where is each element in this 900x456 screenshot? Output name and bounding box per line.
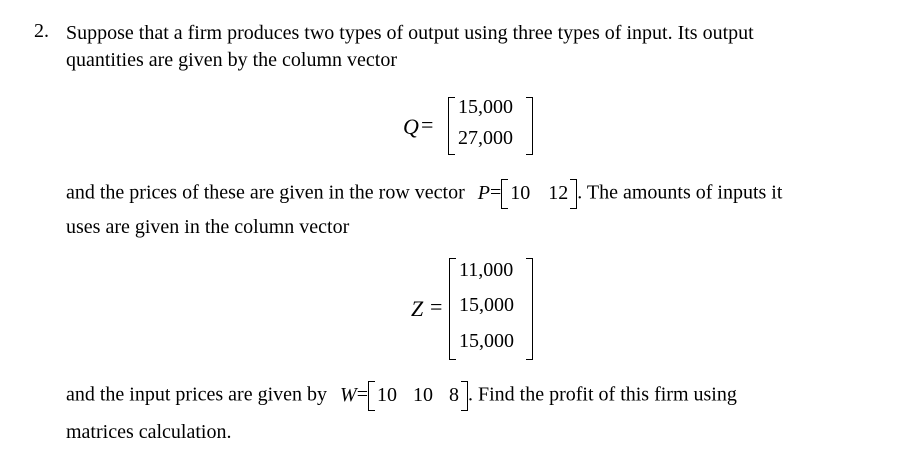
prices-text-before: and the prices of these are given in the row vector [66, 181, 465, 204]
w-row-vector [368, 381, 468, 411]
w-entry-2: 10 [412, 383, 433, 406]
p-entry-2: 12 [548, 181, 569, 204]
z-left-bracket [449, 258, 456, 360]
p-symbol: P [477, 181, 490, 204]
w-entry-1: 10 [376, 383, 397, 406]
prices-line [66, 179, 782, 209]
q-entry-1: 15,000 [458, 96, 513, 118]
p-row-vector [501, 179, 577, 209]
w-entry-3: 8 [448, 383, 459, 406]
z-entry-2: 15,000 [459, 294, 514, 316]
p-equals: = [489, 181, 502, 204]
intro-line-1: Suppose that a firm produces two types of output using three types of input. Its output [66, 22, 754, 44]
w-equals: = [356, 383, 368, 406]
input-prices-text-after: . Find the profit of this firm using [467, 383, 737, 406]
problem-number: 2. [34, 20, 49, 42]
z-entry-3: 15,000 [459, 330, 514, 352]
prices-text-after: . The amounts of inputs it [577, 181, 783, 204]
p-entry-1: 10 [510, 181, 531, 204]
z-entry-1: 11,000 [459, 259, 514, 281]
input-prices-text-before: and the input prices are given by [66, 383, 328, 406]
w-symbol: W [340, 383, 357, 406]
input-prices-line [66, 381, 737, 411]
z-equals: = [430, 294, 443, 319]
inputs-line: uses are given in the column vector [66, 216, 350, 238]
q-left-bracket [448, 97, 455, 155]
z-right-bracket [526, 258, 533, 360]
q-entry-2: 27,000 [458, 127, 513, 149]
q-equals: = [421, 112, 434, 137]
z-symbol: Z [411, 296, 424, 321]
q-right-bracket [526, 97, 533, 155]
final-line: matrices calculation. [66, 421, 232, 443]
intro-line-2: quantities are given by the column vector [66, 49, 398, 71]
q-symbol: Q [403, 114, 419, 139]
